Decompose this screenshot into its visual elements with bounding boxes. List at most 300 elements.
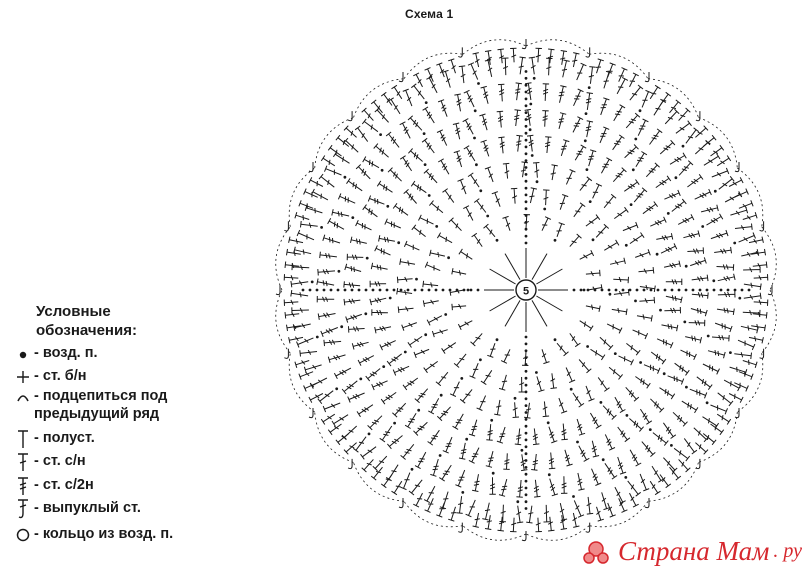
stitch: [543, 190, 549, 205]
stitch: [610, 258, 625, 265]
stitch: [481, 370, 492, 384]
stitch: [651, 352, 666, 364]
stitch: [643, 202, 658, 214]
chain-dot: [525, 466, 528, 469]
stitch: [449, 218, 462, 231]
chain-dot: [609, 293, 612, 296]
border-stitch: [344, 126, 357, 138]
chain-dot: [585, 112, 588, 115]
chain-dot: [712, 279, 715, 282]
stitch: [372, 381, 388, 390]
stitch: [577, 473, 584, 490]
stitch: [717, 264, 734, 270]
chain-dot: [337, 289, 340, 292]
stitch: [614, 105, 625, 121]
stitch: [424, 361, 438, 372]
stitch: [497, 111, 503, 127]
stitch: [590, 413, 601, 428]
stitch: [492, 192, 500, 207]
chain-dot: [685, 386, 688, 389]
chain-dot: [626, 414, 629, 417]
chain-dot: [573, 289, 576, 292]
stitch: [401, 444, 414, 459]
stitch: [734, 352, 751, 359]
post-stitch-mark: [768, 285, 772, 295]
stitch: [459, 66, 466, 83]
stitch: [352, 342, 368, 349]
chain-dot: [470, 289, 473, 292]
chain-dot: [479, 189, 482, 192]
stitch: [458, 179, 467, 194]
chain-dot: [516, 500, 519, 503]
legend-item-treble-crochet: [12, 476, 252, 496]
stitch: [642, 442, 656, 457]
border-stitch: [729, 394, 743, 403]
chain-dot: [338, 270, 341, 273]
stitch: [642, 90, 651, 107]
stitch: [485, 167, 493, 182]
stitch: [474, 199, 486, 213]
stitch: [741, 249, 758, 256]
border-stitch: [436, 503, 444, 517]
stitch: [640, 474, 649, 491]
stitch: [375, 326, 391, 333]
stitch: [662, 324, 678, 331]
stitch: [423, 107, 435, 123]
stitch: [565, 450, 573, 466]
border-stitch: [749, 336, 763, 343]
stitch: [423, 281, 438, 288]
stitch: [516, 135, 523, 151]
stitch: [468, 173, 479, 187]
chain-dot: [664, 289, 667, 292]
spoke-line: [490, 296, 516, 311]
chain-dot: [359, 378, 362, 381]
chain-dot: [692, 289, 695, 292]
stitch: [630, 233, 644, 244]
chain-dot: [656, 253, 659, 256]
chain-dot: [602, 458, 605, 461]
stitch: [681, 350, 697, 360]
stitch: [570, 234, 582, 247]
stitch: [338, 193, 355, 203]
chain-dot: [404, 351, 407, 354]
chain-dot: [701, 225, 704, 228]
chain-dot: [465, 438, 468, 441]
chain-dot: [525, 493, 528, 496]
stitch: [744, 283, 761, 290]
stitch: [443, 189, 454, 203]
stitch: [639, 297, 654, 303]
stitch: [634, 188, 647, 202]
chain-dot: [525, 98, 528, 101]
single-crochet-icon: [12, 367, 34, 387]
border-stitch: [679, 108, 691, 121]
stitch: [362, 119, 378, 132]
chain-dot: [415, 278, 418, 281]
stitch: [679, 161, 693, 176]
border-stitch: [650, 481, 660, 495]
border-stitch: [703, 434, 716, 445]
chain-dot: [521, 449, 524, 452]
stitch: [368, 416, 382, 430]
stitch: [456, 496, 463, 513]
chain-dot: [389, 297, 392, 300]
stitch: [692, 292, 708, 298]
chain-dot: [379, 133, 382, 136]
stitch: [607, 324, 622, 334]
stitch: [589, 67, 596, 84]
stitch: [357, 405, 373, 417]
stitch: [687, 174, 703, 187]
stitch: [458, 321, 472, 330]
chain-dot: [302, 289, 305, 292]
chain-dot: [424, 163, 427, 166]
stitch: [481, 140, 489, 156]
stitch: [375, 108, 389, 123]
stitch: [460, 389, 472, 403]
chain-dot: [475, 163, 478, 166]
stitch: [454, 354, 466, 368]
stitch: [522, 351, 528, 365]
chain-dot: [316, 336, 319, 339]
chain-dot: [670, 444, 673, 447]
stitch: [292, 264, 309, 270]
stitch: [558, 113, 566, 129]
stitch: [397, 288, 412, 295]
chain-dot: [368, 433, 371, 436]
border-stitch: [381, 475, 392, 488]
border-stitch: [573, 513, 580, 527]
chain-dot: [576, 441, 579, 444]
stitch: [440, 492, 449, 509]
stitch: [455, 470, 464, 487]
stitch: [355, 126, 368, 142]
stitch: [690, 257, 706, 265]
stitch: [573, 393, 584, 407]
legend-item-half-double: [12, 429, 252, 449]
stitch: [529, 188, 537, 203]
chain-dot: [525, 500, 528, 503]
stitch: [344, 299, 360, 306]
chain-dot: [444, 313, 447, 316]
stitch: [459, 249, 472, 259]
chain-dot: [525, 235, 528, 238]
stitch: [454, 151, 462, 167]
stitch: [450, 382, 459, 397]
watermark-text: Страна Мам: [618, 536, 770, 566]
stitch: [370, 281, 386, 287]
chain-dot: [372, 289, 375, 292]
stitch: [566, 368, 575, 383]
chain-dot: [529, 103, 532, 106]
chain-dot: [608, 289, 611, 292]
stitch: [586, 121, 593, 137]
border-stitch: [695, 443, 708, 455]
stitch: [600, 337, 613, 350]
chain-dot: [536, 180, 539, 183]
stitch: [690, 389, 707, 398]
stitch: [459, 443, 466, 459]
stitch: [450, 289, 464, 296]
border-stitch: [344, 443, 357, 455]
stitch: [429, 201, 443, 213]
chain-dot: [414, 289, 417, 292]
stitch: [497, 427, 505, 443]
stitch: [517, 506, 524, 523]
stitch: [318, 313, 335, 320]
post-stitch-mark: [458, 47, 462, 57]
stitch: [678, 214, 694, 224]
border-stitch: [650, 85, 660, 99]
stitch: [351, 237, 367, 245]
stitch: [344, 281, 360, 287]
center-ring: [516, 280, 536, 300]
stitch: [533, 163, 539, 178]
stitch: [499, 479, 507, 496]
stitch: [414, 422, 428, 435]
stitch: [646, 163, 659, 177]
border-scallop: [354, 463, 405, 502]
stitch: [469, 420, 477, 436]
stitch: [531, 454, 538, 470]
chain-dot: [639, 109, 642, 112]
stitch: [494, 400, 501, 415]
border-stitch: [336, 135, 349, 146]
chain-dot: [741, 289, 744, 292]
stitch: [321, 328, 338, 337]
stitch: [291, 290, 308, 297]
stitch: [463, 206, 473, 221]
stitch: [633, 330, 648, 339]
chain-dot: [733, 242, 736, 245]
chain-dot: [411, 468, 414, 471]
chain-dot: [525, 452, 528, 455]
stitch: [665, 109, 679, 124]
stitch: [663, 458, 677, 473]
chain-dot: [474, 109, 477, 112]
chain-dot: [720, 289, 723, 292]
legend-text-chain-ring: - кольцо из возд. п.: [34, 526, 174, 542]
chain-dot: [417, 409, 420, 412]
post-stitch-mark: [276, 285, 280, 295]
stitch: [404, 241, 419, 250]
stitch: [466, 500, 476, 517]
border-scallop: [526, 40, 589, 55]
chain-dot: [525, 180, 528, 183]
chain-dot: [423, 132, 426, 135]
stitch: [724, 380, 741, 391]
stitch: [412, 225, 426, 237]
post-stitch-mark: [586, 47, 590, 57]
stitch: [656, 233, 672, 240]
stitch: [342, 381, 357, 394]
stitch: [363, 157, 379, 168]
stitch: [471, 333, 483, 346]
stitch: [617, 77, 628, 94]
stitch: [703, 364, 720, 374]
stitch: [738, 340, 755, 350]
chain-dot: [525, 487, 528, 490]
stitch: [438, 159, 449, 175]
stitch: [604, 71, 613, 88]
chain-dot: [335, 387, 338, 390]
stitch: [605, 434, 615, 450]
stitch: [489, 477, 495, 494]
chain-dot: [570, 388, 573, 391]
chain-dot: [397, 241, 400, 244]
stitch: [392, 403, 405, 417]
stitch: [719, 176, 734, 189]
stitch: [666, 295, 682, 303]
stitch: [562, 60, 570, 77]
chain-dot: [381, 169, 384, 172]
chain-dot: [525, 432, 528, 435]
border-stitch: [362, 459, 374, 472]
chain-dot: [496, 338, 499, 341]
chain-dot: [729, 351, 732, 354]
stitch: [586, 270, 600, 276]
stitch: [470, 363, 479, 378]
stitch: [551, 373, 557, 388]
center-ring-label: 5: [522, 285, 530, 298]
chain-dot: [714, 190, 717, 193]
stitch: [743, 310, 760, 316]
stitch: [580, 250, 594, 259]
border-stitch: [749, 237, 763, 244]
stitch: [514, 110, 521, 126]
stitch: [344, 138, 359, 152]
legend-item-double-crochet: [12, 452, 252, 472]
chain-dot: [586, 345, 589, 348]
stitch: [580, 321, 593, 331]
stitch: [587, 497, 594, 514]
border-stitch: [548, 517, 554, 531]
stitch: [349, 326, 365, 332]
stitch: [626, 343, 640, 355]
stitch: [428, 398, 438, 414]
stitch: [324, 340, 341, 346]
stitch: [604, 240, 619, 250]
stitch: [403, 378, 418, 390]
stitch: [604, 194, 616, 208]
stitch: [375, 245, 391, 255]
stitch: [691, 308, 707, 316]
chain-dot: [580, 289, 583, 292]
chain-dot: [467, 289, 470, 292]
border-scallop: [762, 227, 777, 290]
stitch: [557, 343, 569, 356]
chain-dot: [685, 289, 688, 292]
stitch: [660, 388, 675, 399]
chain-dot: [614, 352, 617, 355]
stitch: [293, 324, 310, 331]
stitch: [516, 480, 523, 497]
stitch: [666, 279, 682, 285]
chain-dot: [525, 91, 528, 94]
chain-dot: [622, 289, 625, 292]
stitch: [586, 215, 600, 227]
stitch: [502, 58, 508, 75]
stitch: [424, 169, 437, 183]
stitch: [498, 84, 504, 101]
chain-dot: [486, 215, 489, 218]
stitch: [387, 436, 402, 449]
chain-dot: [525, 70, 528, 73]
spoke-line: [532, 254, 547, 280]
legend-item-chain-ring: [12, 525, 252, 545]
chain-dot: [351, 289, 354, 292]
stitch: [485, 60, 492, 77]
stitch: [603, 406, 616, 420]
stitch: [650, 129, 663, 145]
stitch: [501, 349, 510, 363]
post-stitch-mark: [522, 531, 526, 541]
stitch: [600, 127, 609, 143]
stitch: [683, 231, 699, 238]
border-stitch: [392, 481, 402, 495]
stitch: [397, 277, 412, 283]
stitch: [684, 438, 697, 454]
stitch: [609, 367, 623, 379]
stitch: [574, 89, 584, 106]
stitch: [701, 205, 718, 213]
stitch: [697, 377, 712, 390]
border-scallop: [276, 227, 291, 290]
border-stitch: [371, 467, 382, 480]
border-stitch: [660, 475, 671, 488]
hook-under-arc-icon: [12, 387, 34, 407]
stitch: [711, 230, 728, 239]
chain-dot: [514, 397, 517, 400]
half-double-icon: [12, 429, 34, 449]
stitch: [323, 403, 340, 412]
stitch: [482, 503, 490, 520]
chain-dot: [624, 476, 627, 479]
stitch: [664, 190, 680, 199]
chain-dot: [525, 166, 528, 169]
stitch: [291, 281, 308, 288]
chain-dot: [364, 312, 367, 315]
double-crochet-icon: [12, 452, 34, 472]
border-stitch: [289, 337, 303, 344]
chain-dot: [428, 194, 431, 197]
border-stitch: [473, 513, 480, 527]
stitch: [592, 469, 602, 486]
stitch: [657, 339, 673, 348]
legend-text-hook-under: - подцепиться под предыдущий ряд: [34, 388, 168, 422]
chain-dot: [634, 138, 637, 141]
stitch: [718, 291, 735, 297]
stitch: [663, 423, 675, 439]
stitch: [300, 350, 317, 356]
border-stitch: [695, 126, 708, 138]
stitch: [477, 396, 486, 411]
stitch: [629, 419, 643, 432]
stitch: [500, 505, 506, 522]
chain-dot: [748, 289, 751, 292]
stitch: [368, 196, 384, 205]
border-stitch: [743, 212, 757, 219]
legend-item-chain: [12, 344, 252, 364]
chain-dot: [671, 289, 674, 292]
post-stitch-mark: [284, 349, 288, 359]
watermark: [578, 536, 802, 567]
stitch: [592, 441, 599, 457]
stitch: [577, 63, 587, 80]
stitch: [388, 168, 402, 182]
stitch: [404, 189, 417, 203]
